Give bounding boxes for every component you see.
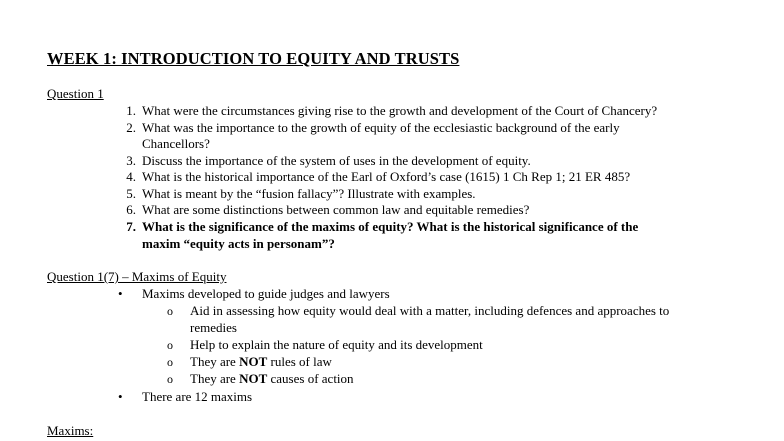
- circle-bullet-icon: o: [167, 338, 173, 352]
- question-1-7-heading: Question 1(7) – Maxims of Equity: [47, 269, 227, 284]
- list-item: What is the historical importance of the Earl of Oxford’s case (1615) 1 Ch Rep 1; 21 ER 485?: [142, 169, 631, 184]
- sub-bullet-text: They are: [190, 354, 240, 369]
- bullet-dot-icon: •: [118, 286, 123, 301]
- bullet-item: Maxims developed to guide judges and lawyers: [142, 286, 390, 301]
- list-item-continuation: maxim “equity acts in personam”?: [142, 236, 335, 251]
- circle-bullet-icon: o: [167, 304, 173, 318]
- emphasis-text: NOT: [239, 371, 268, 386]
- sub-bullet-continuation: remedies: [190, 320, 237, 335]
- sub-bullet-text: They are: [190, 371, 240, 386]
- bullet-item: There are 12 maxims: [142, 389, 253, 404]
- list-item: What is meant by the “fusion fallacy”? Illustrate with examples.: [142, 186, 476, 201]
- maxims-heading: Maxims:: [47, 423, 94, 438]
- sub-bullet-text: causes of action: [267, 371, 354, 386]
- list-number: 1.: [126, 103, 136, 118]
- list-number: 2.: [126, 120, 136, 135]
- list-number: 5.: [126, 186, 136, 201]
- emphasis-text: NOT: [239, 354, 268, 369]
- list-number: 7.: [126, 219, 136, 234]
- list-item: What are some distinctions between common law and equitable remedies?: [142, 202, 530, 217]
- page-title: WEEK 1: INTRODUCTION TO EQUITY AND TRUSTS: [47, 49, 460, 68]
- list-number: 3.: [126, 153, 136, 168]
- list-item: What was the importance to the growth of equity of the ecclesiastic background of the early: [142, 120, 620, 135]
- list-item: Discuss the importance of the system of uses in the development of equity.: [142, 153, 531, 168]
- list-number: 4.: [126, 169, 136, 184]
- list-item: What is the significance of the maxims of equity? What is the historical significance of the: [142, 219, 639, 234]
- sub-bullet-item: [190, 371, 354, 387]
- bullet-dot-icon: •: [118, 389, 123, 404]
- list-item-continuation: Chancellors?: [142, 136, 210, 151]
- sub-bullet-text: rules of law: [267, 354, 332, 369]
- question-1-heading: Question 1: [47, 86, 104, 101]
- list-item: What were the circumstances giving rise to the growth and development of the Court of Chancery?: [142, 103, 658, 118]
- sub-bullet-item: Aid in assessing how equity would deal with a matter, including defences and approaches to: [190, 303, 670, 318]
- sub-bullet-item: [190, 354, 332, 370]
- list-number: 6.: [126, 202, 136, 217]
- circle-bullet-icon: o: [167, 372, 173, 386]
- circle-bullet-icon: o: [167, 355, 173, 369]
- sub-bullet-item: Help to explain the nature of equity and its development: [190, 337, 483, 352]
